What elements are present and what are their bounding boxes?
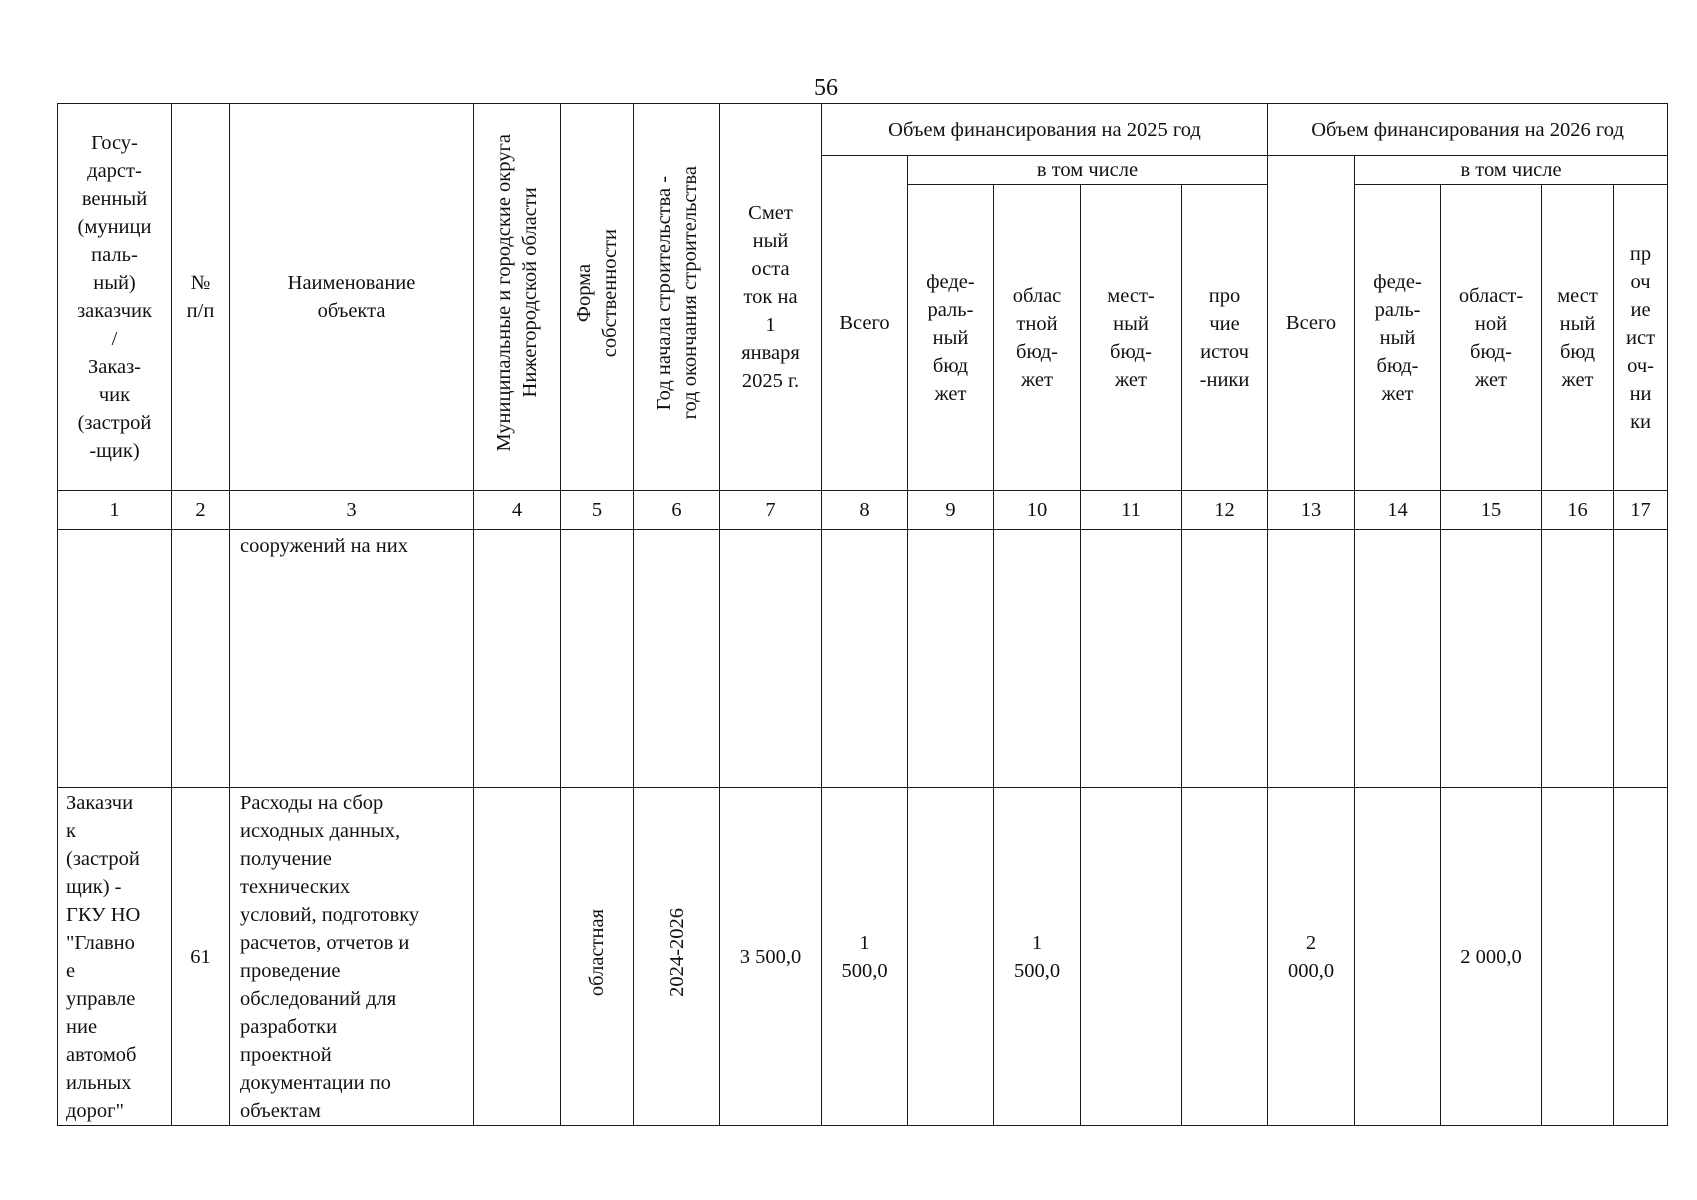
object-name-cell: Расходы на сбор исходных данных, получение технических условий, подготовку расчетов, отчетов и проведение обследований для разработки проектной документации по объектам <box>230 788 474 1126</box>
table-row <box>58 788 1668 1126</box>
column-number: 6 <box>634 491 720 530</box>
header-ownership: Форма собственности <box>573 228 621 358</box>
column-number: 13 <box>1268 491 1355 530</box>
column-number: 11 <box>1081 491 1182 530</box>
row-number-cell: 61 <box>172 788 230 1126</box>
header-total-2025: Всего <box>822 156 908 491</box>
column-number: 14 <box>1355 491 1441 530</box>
column-number: 3 <box>230 491 474 530</box>
column-number-row <box>58 491 1668 530</box>
ownership-cell <box>561 788 634 1126</box>
header-ownership-cell <box>561 104 634 491</box>
header-incl-2025: в том числе <box>908 156 1268 185</box>
column-number: 15 <box>1441 491 1542 530</box>
header-fed-2025: феде- раль- ный бюд жет <box>908 185 994 491</box>
customer-cell: Заказчи к (застрой щик) - ГКУ НО "Главно е управле ние автомоб ильных дорог" <box>58 788 172 1126</box>
column-number: 9 <box>908 491 994 530</box>
ownership-value: областная <box>586 908 608 997</box>
page-number: 56 <box>814 75 838 101</box>
column-number: 17 <box>1614 491 1668 530</box>
header-incl-2026: в том числе <box>1355 156 1668 185</box>
object-name-cell: сооружений на них <box>230 530 474 788</box>
column-number: 1 <box>58 491 172 530</box>
header-reg-2025: облас тной бюд- жет <box>994 185 1081 491</box>
header-loc-2025: мест- ный бюд- жет <box>1081 185 1182 491</box>
total-2025-cell: 1 500,0 <box>822 788 908 1126</box>
header-oth-2026: пр оч ие ист оч- ни ки <box>1614 185 1668 491</box>
reg-2026-cell: 2 000,0 <box>1441 788 1542 1126</box>
header-fed-2026: феде- раль- ный бюд- жет <box>1355 185 1441 491</box>
header-loc-2026: мест ный бюд жет <box>1542 185 1614 491</box>
header-oth-2025: про чие источ -ники <box>1182 185 1268 491</box>
years-value: 2024-2026 <box>665 908 688 997</box>
header-object-name: Наименование объекта <box>230 104 474 491</box>
column-number: 7 <box>720 491 822 530</box>
years-cell <box>634 788 720 1126</box>
column-number: 2 <box>172 491 230 530</box>
header-years-cell <box>634 104 720 491</box>
header-reg-2026: област- ной бюд- жет <box>1441 185 1542 491</box>
column-number: 4 <box>474 491 561 530</box>
header-municipality-cell <box>474 104 561 491</box>
header-customer: Госу- дарст- венный (муници паль- ный) заказчик / Заказ- чик (застрой -щик) <box>58 104 172 491</box>
total-2026-cell: 2 000,0 <box>1268 788 1355 1126</box>
financing-table <box>57 103 1668 1126</box>
table-row <box>58 530 1668 788</box>
header-estimate: Смет ный оста ток на 1 января 2025 г. <box>720 104 822 491</box>
header-num: № п/п <box>172 104 230 491</box>
header-years: Год начала строительства - год окончания строительства <box>652 166 701 420</box>
header-municipality: Муниципальные и городские округа Нижегородской области <box>493 134 541 452</box>
column-number: 5 <box>561 491 634 530</box>
column-number: 10 <box>994 491 1081 530</box>
column-number: 16 <box>1542 491 1614 530</box>
column-number: 8 <box>822 491 908 530</box>
header-fin-2025: Объем финансирования на 2025 год <box>822 104 1268 156</box>
header-fin-2026: Объем финансирования на 2026 год <box>1268 104 1668 156</box>
header-total-2026: Всего <box>1268 156 1355 491</box>
column-number: 12 <box>1182 491 1268 530</box>
estimate-cell: 3 500,0 <box>720 788 822 1126</box>
reg-2025-cell: 1 500,0 <box>994 788 1081 1126</box>
